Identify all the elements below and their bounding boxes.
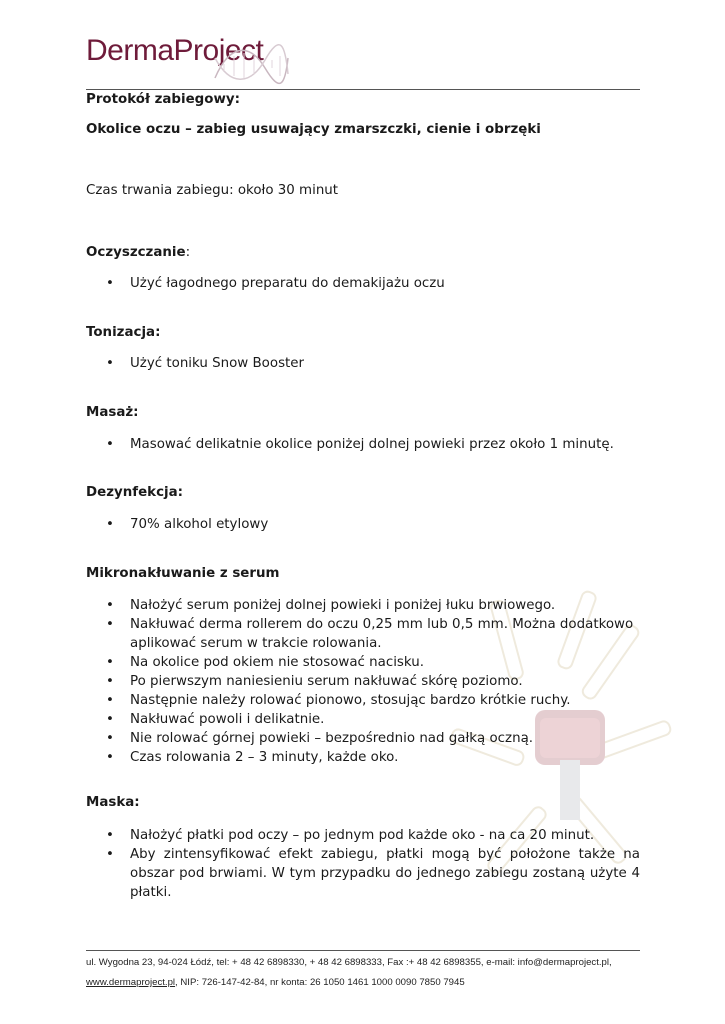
footer-divider [86, 950, 640, 951]
section-heading-cleansing [86, 245, 190, 260]
list-item: • Nałożyć płatki pod oczy – po jednym pod każde oko - na ca 20 minut. [86, 826, 640, 845]
section-list-cleansing [86, 274, 640, 293]
section-heading-microneedling: Mikronakłuwanie z serum [86, 566, 280, 581]
list-item: • 70% alkohol etylowy [86, 515, 640, 534]
section-list-massage [86, 435, 640, 454]
list-item: • Nałożyć serum poniżej dolnej powieki i poniżej łuku brwiowego. [86, 596, 640, 615]
list-item: • Nakłuwać powoli i delikatnie. [86, 710, 640, 729]
list-item: • Po pierwszym naniesieniu serum nakłuwać skórę poziomo. [86, 672, 640, 691]
treatment-duration: Czas trwania zabiegu: około 30 minut [86, 183, 339, 198]
list-item: • Użyć toniku Snow Booster [86, 354, 640, 373]
list-item: • Nie rolować górnej powieki – bezpośrednio nad gałką oczną. [86, 729, 640, 748]
section-heading-massage: Masaż: [86, 405, 139, 420]
section-list-mask [86, 826, 640, 902]
footer-details [86, 977, 646, 988]
list-item: • Następnie należy rolować pionowo, stosując bardzo krótkie ruchy. [86, 691, 640, 710]
list-item: • Masować delikatnie okolice poniżej dolnej powieki przez około 1 minutę. [86, 435, 640, 454]
list-item: • Na okolice pod okiem nie stosować nacisku. [86, 653, 640, 672]
website-link[interactable]: www.dermaproject.pl [86, 977, 176, 988]
dna-helix-icon [210, 38, 290, 90]
section-heading-mask: Maska: [86, 795, 140, 810]
logo-text: DermaProject [86, 34, 264, 67]
section-list-microneedling [86, 596, 640, 767]
section-heading-disinfection: Dezynfekcja: [86, 485, 183, 500]
footer-address: ul. Wygodna 23, 94-024 Łódź, tel: + 48 42 6898330, + 48 42 6898333, Fax :+ 48 42 6898355, e-mail: info@dermaproject.pl, [86, 957, 612, 968]
footer-tax-bank: , NIP: 726-147-42-84, nr konta: 26 1050 1461 1000 0090 7850 7945 [175, 977, 465, 988]
heading-text: Oczyszczanie [86, 245, 186, 260]
list-item: • Aby zintensyfikować efekt zabiegu, płatki mogą być położone także na obszar pod brwiami. W tym przypadku do jednego zabiegu zostaną użyte 4 płatki. [86, 845, 640, 902]
list-item: • Użyć łagodnego preparatu do demakijażu oczu [86, 274, 640, 293]
section-list-disinfection [86, 515, 640, 534]
list-item: • Czas rolowania 2 – 3 minuty, każde oko. [86, 748, 640, 767]
document-subtitle: Okolice oczu – zabieg usuwający zmarszczki, cienie i obrzęki [86, 122, 541, 137]
list-item: • Nakłuwać derma rollerem do oczu 0,25 mm lub 0,5 mm. Można dodatkowo aplikować serum w trakcie rolowania. [86, 615, 640, 653]
section-list-toning [86, 354, 640, 373]
heading-colon: : [185, 245, 191, 260]
document-title: Protokół zabiegowy: [86, 92, 240, 107]
header-divider [86, 89, 640, 90]
section-heading-toning: Tonizacja: [86, 325, 161, 340]
